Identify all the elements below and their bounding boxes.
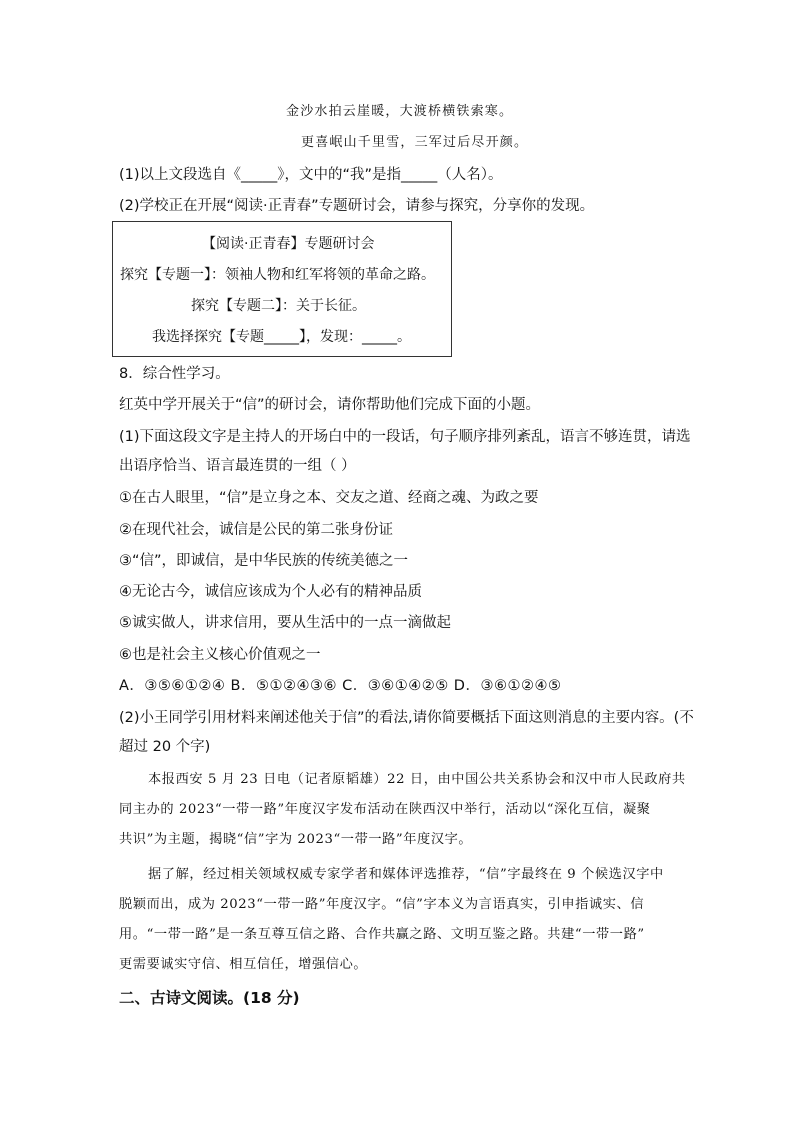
news-line-2: 同主办的 2023“一带一路”年度汉字发布活动在陕西汉中举行，活动以“深化互信，凝聚 bbox=[119, 802, 651, 817]
poem-line-2: 更喜岷山千里雪，三军过后尽开颜。 bbox=[301, 135, 529, 150]
news-line-7: 更需要诚实守信、相互信任，增强信心。 bbox=[119, 957, 368, 972]
seminar-topic-1: 探究【专题一】：领袖人物和红军将领的革命之路。 bbox=[120, 267, 435, 283]
sentence-5: ⑤诚实做人，讲求信用，要从生活中的一点一滴做起 bbox=[119, 615, 451, 631]
seminar-box bbox=[112, 221, 452, 357]
sentence-6: ⑥也是社会主义核心价值观之一 bbox=[119, 647, 321, 663]
news-line-4: 据了解，经过相关领域权威专家学者和媒体评选推荐，“信”字最终在 9 个候选汉字中 bbox=[148, 867, 664, 882]
q8-sub1-line-2: 出语序恰当、语言最连贯的一组（ ） bbox=[119, 458, 356, 474]
sentence-3: ③“信”，即诚信，是中华民族的传统美德之一 bbox=[119, 553, 409, 569]
seminar-choose: 我选择探究【专题_____】，发现：_____。 bbox=[152, 329, 411, 345]
q8-sub2-line-1: (2)小王同学引用材料来阐述他关于信”的看法,请你简要概括下面这则消息的主要内容。(不 bbox=[119, 710, 694, 726]
seminar-topic-2: 探究【专题二】：关于长征。 bbox=[191, 298, 366, 314]
q8-sub1-line-1: (1)下面这段文字是主持人的开场白中的一段话，句子顺序排列紊乱，语言不够连贯，请选 bbox=[119, 429, 691, 445]
q8-heading: 8．综合性学习。 bbox=[119, 366, 230, 382]
news-line-1: 本报西安 5 月 23 日电（记者原韬雄）22 日，由中国公共关系协会和汉中市人民政府共 bbox=[148, 772, 686, 787]
sentence-2: ②在现代社会，诚信是公民的第二张身份证 bbox=[119, 522, 393, 538]
q7-sub1: (1)以上文段选自《_____》，文中的“我”是指_____（人名）。 bbox=[119, 167, 503, 183]
section-2-heading: 二、古诗文阅读。(18 分) bbox=[119, 989, 300, 1007]
q8-intro: 红英中学开展关于“信”的研讨会，请你帮助他们完成下面的小题。 bbox=[119, 397, 541, 413]
news-line-5: 脱颖而出，成为 2023“一带一路”年度汉字。“信”字本义为言语真实，引申指诚实、信 bbox=[119, 897, 645, 912]
q7-sub2: (2)学校正在开展“阅读·正青春”专题研讨会，请参与探究，分享你的发现。 bbox=[119, 198, 595, 214]
news-line-6: 用。“一带一路”是一条互尊互信之路、合作共赢之路、文明互鉴之路。共建“一带一路” bbox=[119, 927, 645, 942]
poem-line-1: 金沙水拍云崖暖，大渡桥横铁索寒。 bbox=[286, 104, 514, 119]
answer-options: A．③⑤⑥①②④ B．⑤①②④③⑥ C．③⑥①④②⑤ D．③⑥①②④⑤ bbox=[119, 678, 562, 694]
sentence-1: ①在古人眼里，“信”是立身之本、交友之道、经商之魂、为政之要 bbox=[119, 490, 539, 506]
seminar-title: 【阅读·正青春】专题研讨会 bbox=[202, 236, 375, 252]
news-line-3: 共识”为主题，揭晓“信”字为 2023“一带一路”年度汉字。 bbox=[119, 832, 473, 847]
q8-sub2-line-2: 超过 20 个字) bbox=[119, 739, 211, 755]
sentence-4: ④无论古今，诚信应该成为个人必有的精神品质 bbox=[119, 584, 422, 600]
